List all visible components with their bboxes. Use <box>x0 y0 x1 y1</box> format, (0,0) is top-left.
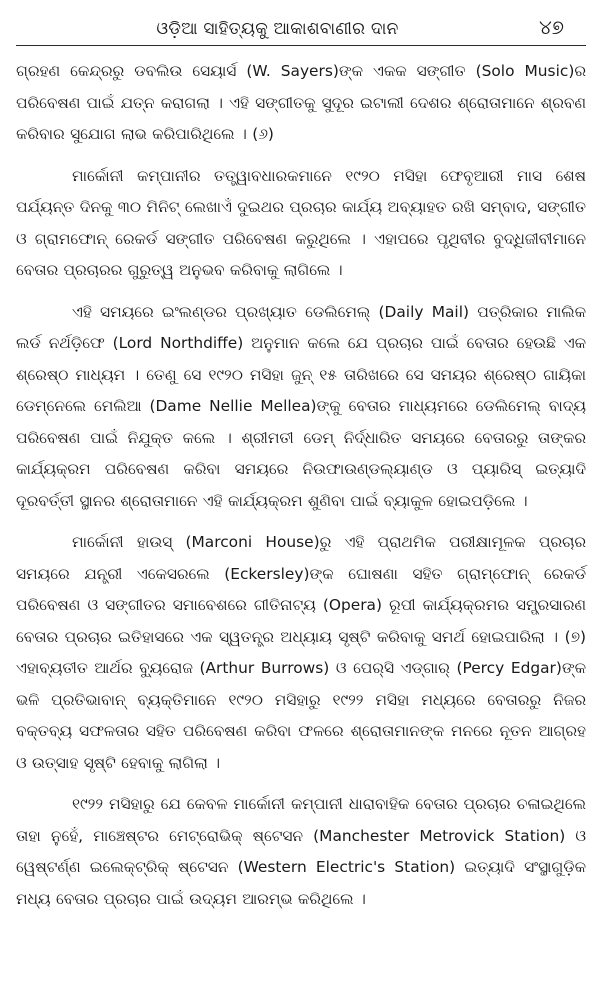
page-number: ୪୭ <box>538 15 564 39</box>
paragraph-daily-mail: ଏହି ସମୟରେ ଇଂଲଣ୍ଡର ପ୍ରଖ୍ୟାତ ଡେଲିମେଲ୍ (Daily Mail) ପତ୍ରିକାର ମାଲିକ ଲର୍ଡ ନର୍ଥଡ଼ିଫେ (Lord Northdiffe) ଅନୁମାନ କଲେ ଯେ ପ୍ରଚାର ପାଇଁ ବେତାର ହେଉଛି ଏକ ଶ୍ରେଷ୍ଠ ମାଧ୍ୟମ । ତେଣୁ ସେ ୧୯୨୦ ମସିହା ଜୁନ୍ ୧୫ ତାରିଖରେ ସେ ସମୟର ଶ୍ରେଷ୍ଠ ଗାୟିକା ଡେମ୍‌ନେଲେ ମେଲିଆ (Dame Nellie Mellea)ଙ୍କୁ ବେତାର ମାଧ୍ୟମରେ ଡେଲିମେଲ୍ ବାଦ୍ୟ ପରିବେଷଣ ପାଇଁ ନିଯୁକ୍ତ କଲେ । ଶ୍ରୀମତୀ ଡେମ୍ ନିର୍ଦ୍ଧାରିତ ସମୟରେ ବେତାରରୁ ତାଙ୍କର କାର୍ଯ୍ୟକ୍ରମ ପରିବେଷଣ କରିବା ସମୟରେ ନିଉଫାଉଣ୍ଡଲ୍ୟାଣ୍ଡ ଓ ପ୍ୟାରିସ୍ ଇତ୍ୟାଦି ଦୂରବର୍ତ୍ତୀ ସ୍ଥାନର ଶ୍ରୋତାମାନେ ଏହି କାର୍ଯ୍ୟକ୍ରମ ଶୁଣିବା ପାଇଁ ବ୍ୟାକୁଳ ହୋଇପଡ଼ିଲେ । <box>16 302 586 510</box>
page-body <box>16 46 586 915</box>
paragraph-marconi-house: ମାର୍କୋନୀ ହାଉସ୍ (Marconi House)ରୁ ଏହି ପ୍ରାଥମିକ ପରୀକ୍ଷାମୂଳକ ପ୍ରଚାର ସମୟରେ ଯନ୍ତ୍ରୀ ଏକେସରଲେ (Eckersley)ଙ୍କ ଘୋଷଣା ସହିତ ଗ୍ରାମ୍‌ଫୋନ୍ ରେକର୍ଡ ପରିବେଷଣ ଓ ସଙ୍ଗୀତର ସମାବେଶରେ ଗୀତିନାଟ୍ୟ (Opera) ରୂପୀ କାର୍ଯ୍ୟକ୍ରମର ସମ୍ପ୍ରସାରଣ ବେତାର ପ୍ରଚାର ଇତିହାସରେ ଏକ ସ୍ୱତନ୍ତ୍ର ଅଧ୍ୟାୟ ସୃଷ୍ଟି କରିବାକୁ ସମର୍ଥ ହୋଇପାରିଲା । (୭) ଏହାବ୍ୟତୀତ ଆର୍ଥର ବ୍ୟୁରୋଜ (Arthur Burrows) ଓ ପେର୍‌ସି ଏଡ୍‌ଗାର୍ (Percy Edgar)ଙ୍କ ଭଳି ପ୍ରତିଭାବାନ୍ ବ୍ୟକ୍ତିମାନେ ୧୯୨୦ ମସିହାରୁ ୧୯୨୨ ମସିହା ମଧ୍ୟରେ ବେତାରରୁ ନିଜର ବକ୍ତବ୍ୟ ସଫଳତାର ସହିତ ପରିବେଷଣ କରିବା ଫଳରେ ଶ୍ରୋତାମାନଙ୍କ ମନରେ ନୂତନ ଆଗ୍ରହ ଓ ଉତ୍ସାହ ସୃଷ୍ଟି ହେବାକୁ ଲାଗିଲା । <box>16 533 586 772</box>
paragraph-continued: ଗ୍ରହଣ କେନ୍ଦ୍ରରୁ ଡବଲିଉ ସେୟାର୍ସ (W. Sayers)ଙ୍କ ଏକକ ସଙ୍ଗୀତ (Solo Music)ର ପରିବେଷଣ ପାଇଁ ଯତ୍ନ କରାଗଲା । ଏହି ସଙ୍ଗୀତକୁ ସୁଦୂର ଇଟାଲୀ ଦେଶର ଶ୍ରୋତାମାନେ ଶ୍ରବଣ କରିବାର ସୁଯୋଗ ଲାଭ କରିପାରିଥିଲେ । (୬) <box>16 62 586 143</box>
running-title: ଓଡ଼ିଆ ସାହିତ୍ୟକୁ ଆକାଶବାଣୀର ଦାନ <box>156 19 399 39</box>
running-header <box>16 0 586 46</box>
paragraph-1922-stations: ୧୯୨୨ ମସିହାରୁ ଯେ କେବଳ ମାର୍କୋନୀ କମ୍ପାନୀ ଧାରାବାହିକ ବେତାର ପ୍ରଚାର ଚଳାଇଥିଲେ ତାହା ନୁହେଁ, ମାଞ୍ଚେଷ୍ଟର ମେଟ୍ରୋଭିକ୍ ଷ୍ଟେସନ (Manchester Metrovick Station) ଓ ୱେଷ୍ଟର୍ଣ୍ଣ ଇଲେକ୍‌ଟ୍ରିକ୍ ଷ୍ଟେସନ (Western Electric's Station) ଇତ୍ୟାଦି ସଂସ୍ଥାଗୁଡ଼ିକ ମଧ୍ୟ ବେତାର ପ୍ରଚାର ପାଇଁ ଉଦ୍ୟମ ଆରମ୍ଭ କରିଥିଲେ । <box>16 795 586 908</box>
paragraph-marconi-company: ମାର୍କୋନୀ କମ୍ପାନୀର ତତ୍ତ୍ୱାବଧାରକମାନେ ୧୯୨୦ ମସିହା ଫେବୃଆରୀ ମାସ ଶେଷ ପର୍ଯ୍ୟନ୍ତ ଦିନକୁ ୩୦ ମିନିଟ୍ ଲେଖାଏଁ ଦୁଇଥର ପ୍ରଚାର କାର୍ଯ୍ୟ ଅବ୍ୟାହତ ରଖି ସମ୍ବାଦ, ସଙ୍ଗୀତ ଓ ଗ୍ରାମଫୋନ୍ ରେକର୍ଡ ସଙ୍ଗୀତ ପରିବେଷଣ କରୁଥିଲେ । ଏହାପରେ ପୃଥିବୀର ବୁଦ୍ଧିଜୀବୀମାନେ ବେତାର ପ୍ରଚାରର ଗୁରୁତ୍ୱ ଅନୁଭବ କରିବାକୁ ଲାଗିଲେ । <box>16 166 586 279</box>
